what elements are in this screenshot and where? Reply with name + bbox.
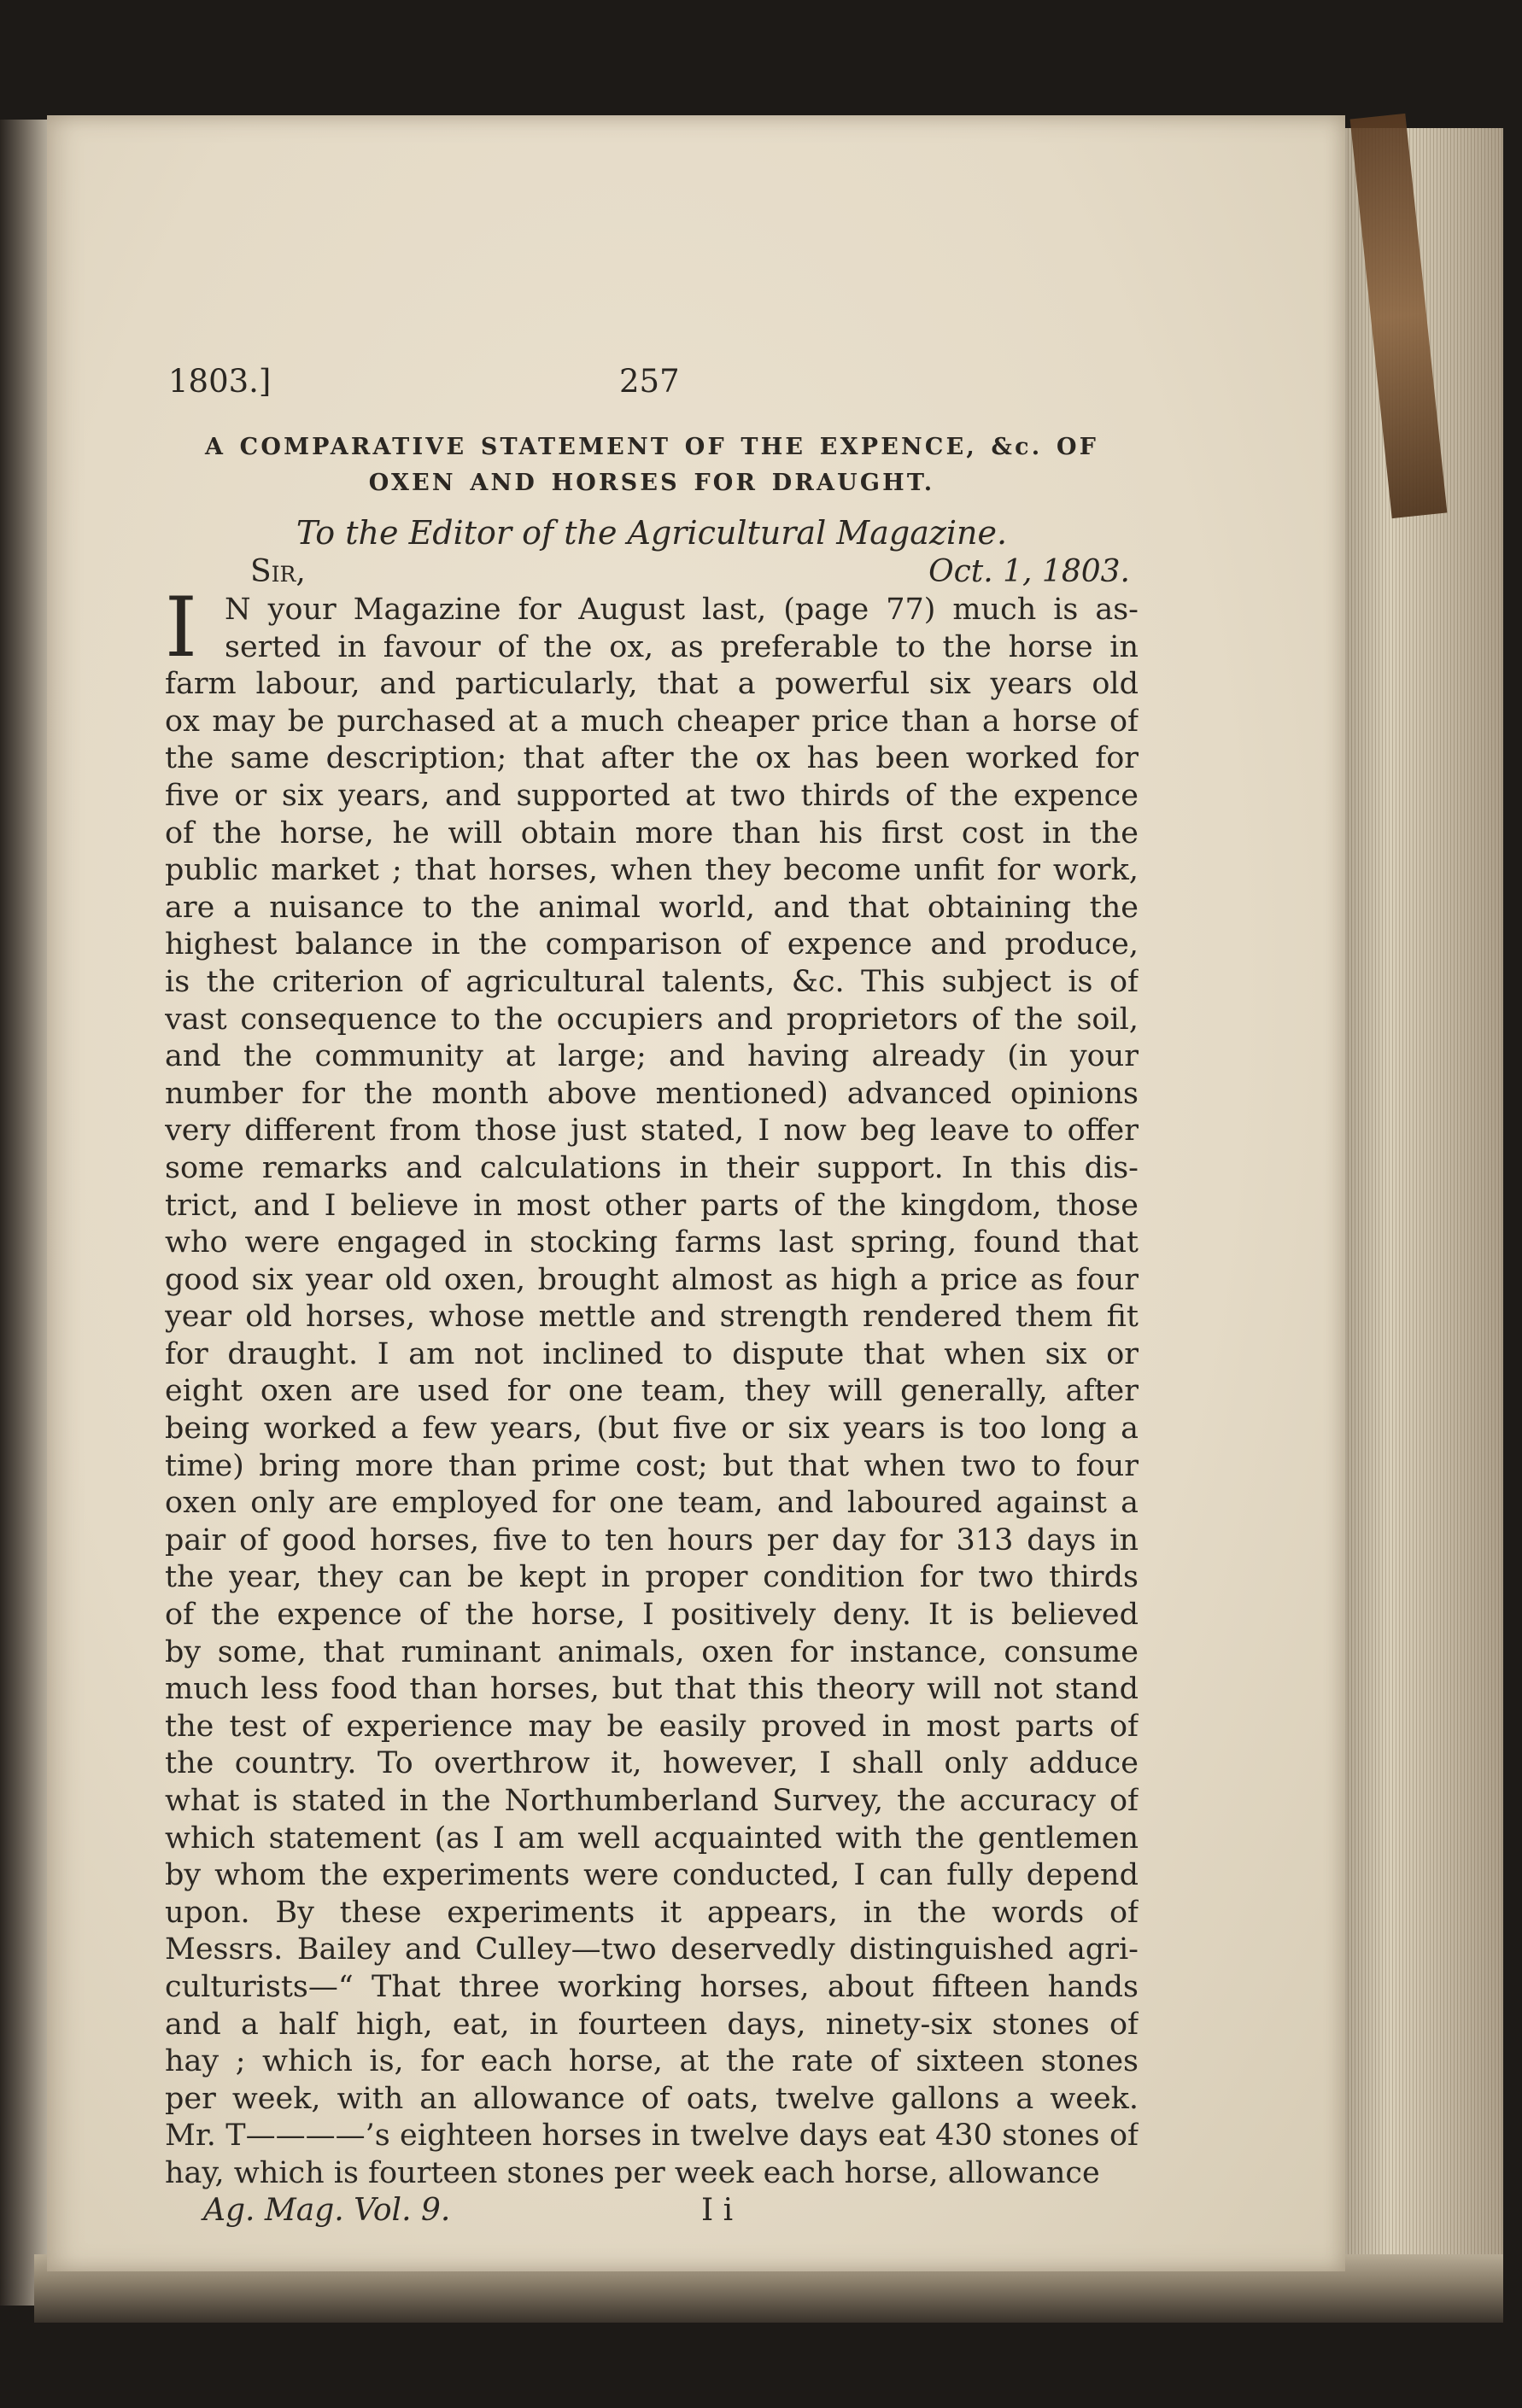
signature-letters: I i bbox=[701, 2192, 734, 2228]
body-line: being worked a few years, (but five or six years is too long a bbox=[165, 1411, 1139, 1447]
signature-line bbox=[165, 2193, 1139, 2230]
body-line: per week, with an allowance of oats, twelve gallons a week. bbox=[165, 2081, 1139, 2116]
body-line: of the expence of the horse, I positively deny. It is believed bbox=[165, 1598, 1139, 1633]
body-line: highest balance in the comparison of expence and produce, bbox=[165, 927, 1139, 962]
editor-address: To the Editor of the Agricultural Magazine. bbox=[296, 514, 1008, 552]
body-line: the test of experience may be easily proved in most parts of bbox=[165, 1709, 1139, 1744]
body-line: Mr. T————’s eighteen horses in twelve days eat 430 stones of bbox=[165, 2119, 1139, 2154]
text-block bbox=[165, 363, 1139, 2230]
body-line: trict, and I believe in most other parts of the kingdom, those bbox=[165, 1188, 1139, 1223]
body-line: are a nuisance to the animal world, and that obtaining the bbox=[165, 890, 1139, 925]
body-line: number for the month above mentioned) advanced opinions bbox=[165, 1076, 1139, 1111]
title-line-1: A COMPARATIVE STATEMENT OF THE EXPENCE, &c. OF bbox=[204, 434, 1099, 460]
printed-page bbox=[47, 115, 1345, 2271]
running-head-year: 1803.] bbox=[168, 363, 272, 400]
salutation-row bbox=[165, 554, 1139, 592]
page-number: 257 bbox=[619, 363, 680, 400]
body-line: and a half high, eat, in fourteen days, ninety-six stones of bbox=[165, 2007, 1139, 2042]
body-line: the year, they can be kept in proper condition for two thirds bbox=[165, 1560, 1139, 1595]
body-line: and the community at large; and having already (in your bbox=[165, 1039, 1139, 1074]
body-line: eight oxen are used for one team, they will generally, after bbox=[165, 1374, 1139, 1409]
first-lines bbox=[165, 580, 1139, 675]
body-line: which statement (as I am well acquainted with the gentlemen bbox=[165, 1821, 1139, 1856]
running-head bbox=[165, 363, 1139, 406]
body-line: of the horse, he will obtain more than his first cost in the bbox=[165, 815, 1139, 850]
body-line: by some, that ruminant animals, oxen for instance, consume bbox=[165, 1634, 1139, 1669]
body-line: N your Magazine for August last, (page 77) much is as- bbox=[225, 593, 1139, 627]
body-line: some remarks and calculations in their support. In this dis- bbox=[165, 1150, 1139, 1185]
body-line: hay, which is fourteen stones per week each horse, allowance bbox=[165, 2155, 1100, 2190]
salutation: Sir, bbox=[250, 554, 306, 589]
body-line: is the criterion of agricultural talents, &c. This subject is of bbox=[165, 964, 1139, 999]
body-line: who were engaged in stocking farms last spring, found that bbox=[165, 1225, 1139, 1260]
letter-date: Oct. 1, 1803. bbox=[928, 554, 1130, 589]
body-line: pair of good horses, five to ten hours per day for 313 days in bbox=[165, 1523, 1139, 1558]
body-line: the country. To overthrow it, however, I shall only adduce bbox=[165, 1746, 1139, 1781]
body-line: much less food than horses, but that this theory will not stand bbox=[165, 1672, 1139, 1707]
body-line: public market ; that horses, when they become unfit for work, bbox=[165, 853, 1139, 888]
body-line: farm labour, and particularly, that a powerful six years old bbox=[165, 667, 1139, 702]
signature-mark: Ag. Mag. Vol. 9. bbox=[203, 2192, 451, 2228]
body-line: time) bring more than prime cost; but that when two to four bbox=[165, 1448, 1139, 1483]
article-title bbox=[165, 430, 1139, 501]
body-line: good six year old oxen, brought almost as high a price as four bbox=[165, 1262, 1139, 1297]
drop-cap: I bbox=[165, 580, 197, 675]
body-line: by whom the experiments were conducted, I can fully depend bbox=[165, 1858, 1139, 1893]
body-line: the same description; that after the ox has been worked for bbox=[165, 741, 1139, 776]
body-line: culturists—“ That three working horses, about fifteen hands bbox=[165, 1969, 1139, 2004]
body-line: year old horses, whose mettle and strength rendered them fit bbox=[165, 1300, 1139, 1335]
body-line: oxen only are employed for one team, and laboured against a bbox=[165, 1486, 1139, 1521]
body-line: upon. By these experiments it appears, in the words of bbox=[165, 1895, 1139, 1930]
body-line: very different from those just stated, I now beg leave to offer bbox=[165, 1113, 1139, 1148]
body-line: Messrs. Bailey and Culley—two deservedly distinguished agri- bbox=[165, 1932, 1139, 1967]
body-line: five or six years, and supported at two thirds of the expence bbox=[165, 778, 1139, 813]
body-line: for draught. I am not inclined to dispute that when six or bbox=[165, 1336, 1139, 1371]
body-line: vast consequence to the occupiers and proprietors of the soil, bbox=[165, 1002, 1139, 1037]
body-line: ox may be purchased at a much cheaper price than a horse of bbox=[165, 704, 1139, 739]
body-line: what is stated in the Northumberland Survey, the accuracy of bbox=[165, 1784, 1139, 1818]
title-line-2: OXEN AND HORSES FOR DRAUGHT. bbox=[368, 470, 935, 496]
article-body bbox=[165, 580, 1139, 2193]
body-line: hay ; which is, for each horse, at the rate of sixteen stones bbox=[165, 2044, 1139, 2079]
body-line: serted in favour of the ox, as preferable to the horse in bbox=[225, 629, 1139, 664]
